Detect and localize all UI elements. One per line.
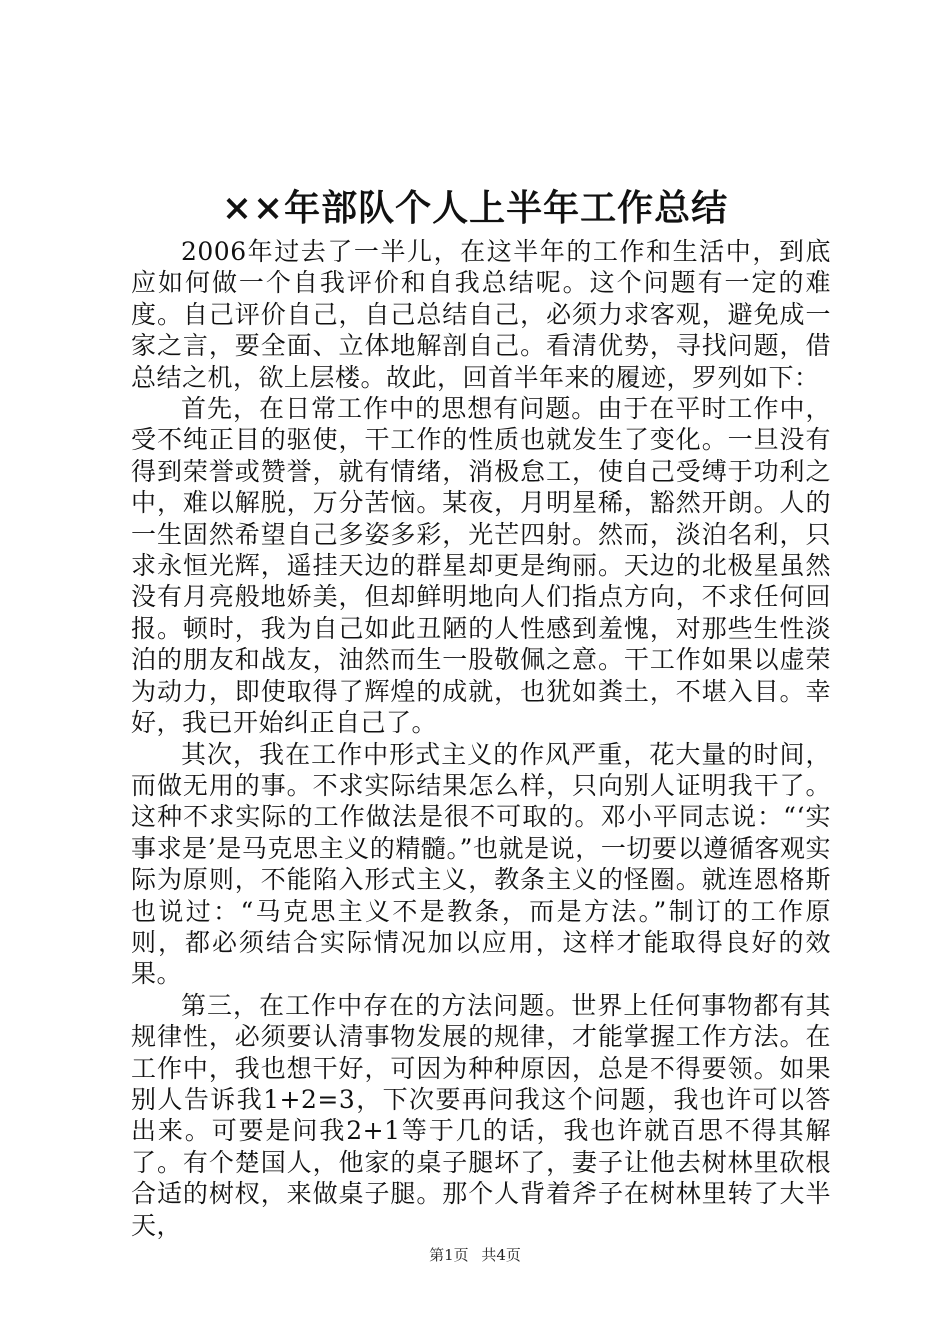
page-total: 共4页 <box>481 1246 521 1264</box>
paragraph-intro: 2006年过去了一半儿，在这半年的工作和生活中，到底应如何做一个自我评价和自我总结呢。这个问题有一定的难度。自己评价自己，自己总结自己，必须力求客观，避免成一家之言，要全面、立体地解剖自己。看清优势，寻找问题，借总结之机，欲上层楼。故此，回首半年来的履迹，罗列如下： <box>131 237 831 392</box>
document-title: ××年部队个人上半年工作总结 <box>221 187 729 229</box>
paragraph-first: 首先，在日常工作中的思想有问题。由于在平时工作中，受不纯正目的驱使，干工作的性质也就发生了变化。一旦没有得到荣誉或赞誉，就有情绪，消极怠工，使自己受缚于功利之中，难以解脱，万分苦恼。某夜，月明星稀，豁然开朗。人的一生固然希望自己多姿多彩，光芒四射。然而，淡泊名利，只求永恒光辉，遥挂天边的群星却更是绚丽。天边的北极星虽然没有月亮般地娇美，但却鲜明地向人们指点方向，不求任何回报。顿时，我为自己如此丑陋的人性感到羞愧，对那些生性淡泊的朋友和战友，油然而生一股敬佩之意。干工作如果以虚荣为动力，即使取得了辉煌的成就，也犹如粪土，不堪入目。幸好，我已开始纠正自己了。 <box>131 394 831 738</box>
paragraph-second: 其次，我在工作中形式主义的作风严重，花大量的时间，而做无用的事。不求实际结果怎么样，只向别人证明我干了。这种不求实际的工作做法是很不可取的。邓小平同志说：“‘实事求是’是马克思主义的精髓。”也就是说，一切要以遵循客观实际为原则，不能陷入形式主义，教条主义的怪圈。就连恩格斯也说过：“马克思主义不是教条，而是方法。”制订的工作原则，都必须结合实际情况加以应用，这样才能取得良好的效果。 <box>131 739 831 989</box>
document-body <box>131 236 831 1241</box>
page-footer <box>0 1245 950 1265</box>
page-number: 第1页 <box>429 1246 469 1264</box>
paragraph-third: 第三，在工作中存在的方法问题。世界上任何事物都有其规律性，必须要认清事物发展的规律，才能掌握工作方法。在工作中，我也想干好，可因为种种原因，总是不得要领。如果别人告诉我1+2=3，下次要再问我这个问题，我也许可以答出来。可要是问我2+1等于几的话，我也许就百思不得其解了。有个楚国人，他家的桌子腿坏了，妻子让他去树林里砍根合适的树杈，来做桌子腿。那个人背着斧子在树林里转了大半天， <box>131 990 831 1240</box>
